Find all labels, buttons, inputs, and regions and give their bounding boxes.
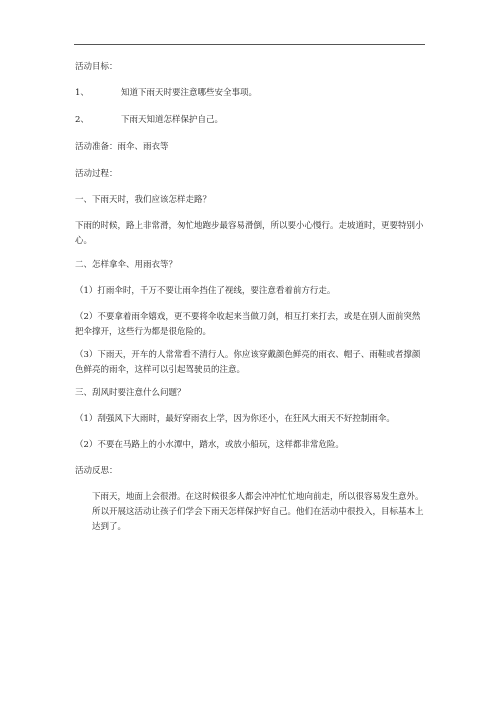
goal-text: 下雨天知道怎样保护自己。 (121, 115, 224, 125)
goal-item-1 (75, 86, 425, 101)
section-2-item-1: （1）打雨伞时，千万不要让雨伞挡住了视线，要注意看着前方行走。 (75, 286, 336, 296)
section-2-title: 二、怎样拿伞、用雨衣等？ (75, 260, 178, 270)
section-1-paragraph: 下雨的时候，路上非常滑，匆忙地跑步最容易滑倒，所以要小心慢行。走坡道时，更要特别小心。 (75, 221, 424, 246)
section-2-item-2: （2）不要拿着雨伞嬉戏，更不要将伞收起来当做刀剑，相互打来打去，或是在别人面前突然把伞撑开，这些行为都是很危险的。 (75, 312, 421, 337)
reflection-paragraph: 下雨天，地面上会很滑。在这时候很多人都会冲冲忙忙地向前走，所以很容易发生意外。所以开展这活动让孩子们学会下雨天怎样保护好自己。他们在活动中很投入，目标基本上达到了。 (92, 492, 424, 532)
reflection-heading: 活动反思： (75, 466, 118, 476)
goal-number: 2、 (75, 115, 89, 125)
section-2-item-3: （3）下雨天，开车的人常常看不清行人。你应该穿戴颜色鲜亮的雨衣、帽子、雨鞋或者撑颜色鲜亮的雨伞，这样可以引起驾驶员的注意。 (75, 350, 421, 375)
goal-number: 1、 (75, 88, 89, 98)
header-rule (74, 44, 425, 45)
process-heading: 活动过程： (75, 169, 118, 179)
section-3-item-2: （2）不要在马路上的小水潭中，踏水，或放小船玩，这样都非常危险。 (75, 440, 344, 450)
goal-item-2 (75, 113, 425, 128)
section-3-title: 三、刮风时要注意什么问题？ (75, 388, 186, 398)
section-1-title: 一、下雨天时，我们应该怎样走路？ (75, 195, 212, 205)
section-3-item-1: （1）刮强风下大雨时，最好穿雨衣上学，因为你还小，在狂风大雨天不好控制雨伞。 (75, 414, 395, 424)
goal-text: 知道下雨天时要注意哪些安全事项。 (121, 88, 258, 98)
goal-heading: 活动目标： (75, 62, 118, 72)
preparation-line: 活动准备：雨伞、雨衣等 (75, 142, 169, 152)
